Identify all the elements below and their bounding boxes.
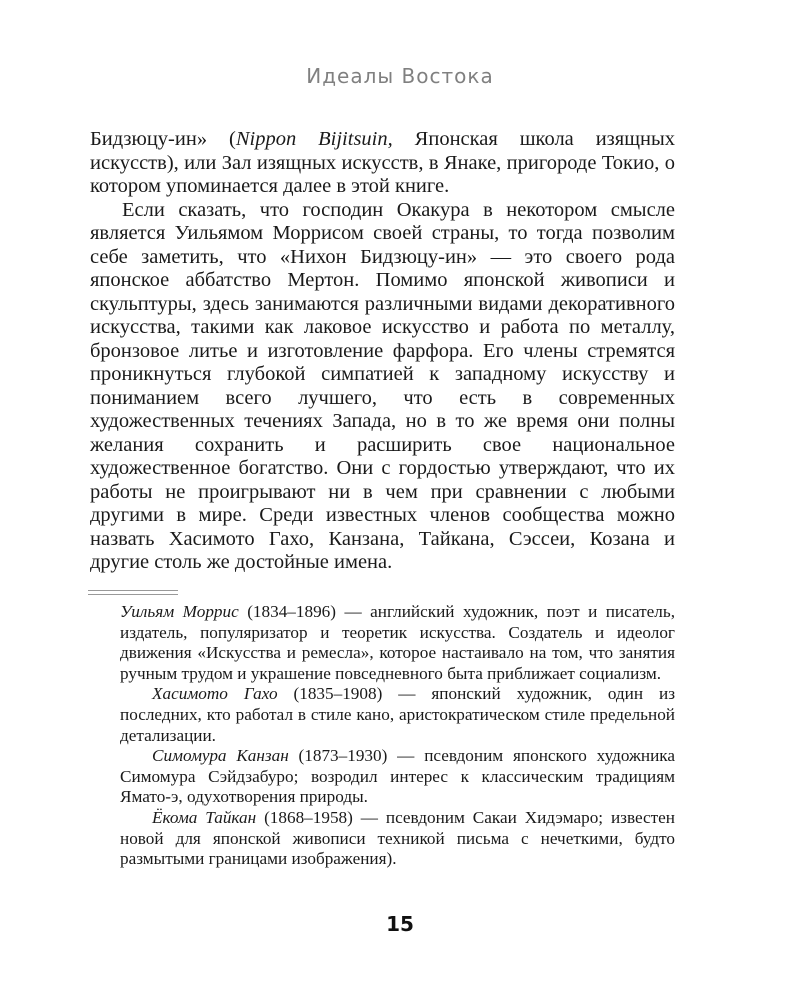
- footnote: [120, 684, 675, 746]
- footnote: [120, 808, 675, 870]
- paragraph: [90, 128, 675, 199]
- paragraph-text: Японская школа изящных искусств), или Зал изящных искусств, в Янаке, пригороде Токио, о котором упоминается далее в этой книге.: [90, 128, 675, 197]
- footnote-name: Симомура Канзан: [152, 746, 289, 766]
- footnote: [120, 746, 675, 808]
- paragraph: Если сказать, что господин Окакура в некотором смысле является Уильямом Моррисом своей страны, то тогда позволим себе заметить, что «Нихон Бидзюцу-ин» — это своего рода японское аббатство Мертон. Помимо японской живописи и скульптуры, здесь занимаются различными видами декоративного искусства, такими как лаковое искусство и работа по металлу, бронзовое литье и изготовление фарфора. Его члены стремятся проникнуться глубокой симпатией к западному искусству и пониманием всего лучшего, что есть в современных художественных течениях Запада, но в то же время они полны желания сохранить и расширить свое национальное художественное богатство. Они с гордостью утверждают, что их работы не проигрывают ни в чем при сравнении с любыми другими в мире. Среди известных членов сообщества можно назвать Хасимото Гахо, Канзана, Тайкана, Сэссеи, Козана и другие столь же достойные имена.: [90, 198, 675, 573]
- footnote: [120, 602, 675, 684]
- footnote-separator: [88, 590, 178, 598]
- footnote-name: Уильям Моррис: [120, 602, 239, 621]
- paragraph-text: Бидзюцу-ин» (: [90, 128, 236, 150]
- footnote-text: (1834–1896) — английский художник, поэт и писатель, издатель, популяризатор и теоретик искусства. Создатель и идеолог движения «Искусства и ремесла», которое настаивало на том, что занятия ручным трудом и украшение повседневного быта приближает социализм.: [120, 602, 676, 683]
- running-header: Идеалы Востока: [306, 64, 494, 88]
- footnote-name: Ёкома Тайкан: [152, 807, 257, 827]
- main-text: [90, 128, 675, 575]
- footnote-text: (1868–1958) — псевдоним Сакаи Хидэмаро; известен новой для японской живописи техникой письма с нечеткими, будто размытыми границами изображения).: [120, 807, 675, 869]
- footnote-name: Хасимото Гахо: [152, 684, 278, 704]
- paragraph-italic: Nippon Bijitsuin,: [235, 128, 393, 150]
- footnotes: [120, 602, 675, 870]
- page-number: 15: [386, 912, 414, 936]
- footnote-text: (1873–1930) — псевдоним японского художника Симомура Сэйдзабуро; возродил интерес к классическим традициям Ямато-э, одухотворения природы.: [120, 746, 675, 807]
- footnote-text: (1835–1908) — японский художник, один из последних, кто работал в стиле кано, аристократическом стиле предельной детализации.: [120, 684, 675, 745]
